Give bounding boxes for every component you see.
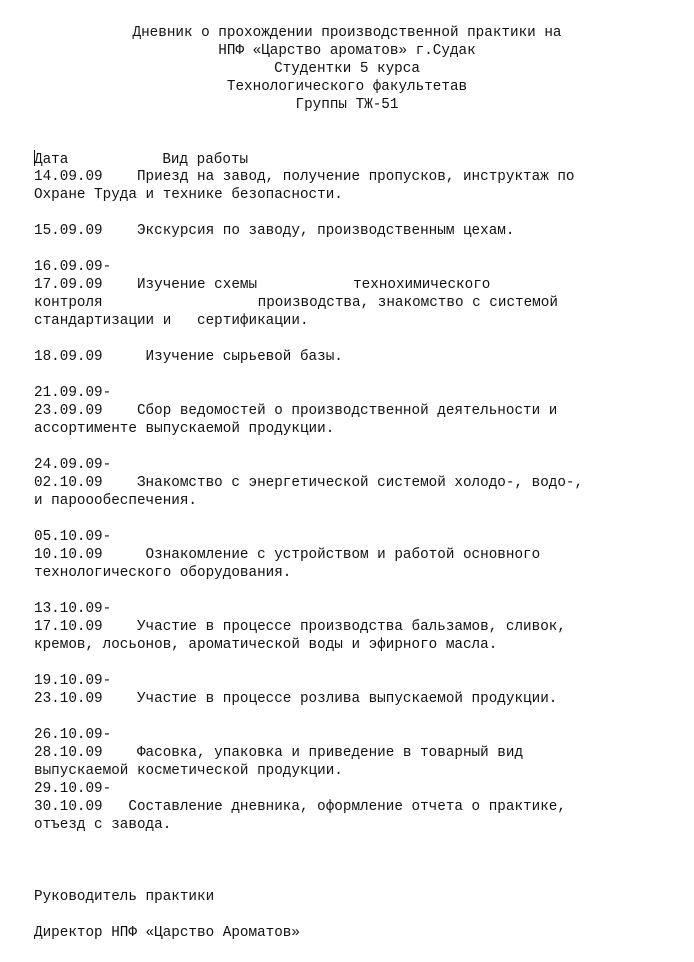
column-work: Вид работы — [162, 152, 249, 168]
entry-line: кремов, лосьонов, ароматической воды и эфирного масла. — [34, 637, 498, 653]
entry-line: 19.10.09- — [34, 673, 112, 689]
entry-line: 21.09.09- — [34, 385, 112, 401]
entry-line: 26.10.09- — [34, 727, 112, 743]
entry-line: 23.10.09 Участие в процессе розлива выпускаемой продукции. — [34, 691, 558, 707]
document-title-line-4: Технологического факультетав — [226, 79, 468, 95]
entry-line: Охране Труда и технике безопасности. — [34, 187, 343, 203]
director-signature-line: Директор НПФ «Царство Ароматов» — [34, 925, 300, 941]
entry-line: выпускаемой косметической продукции. — [34, 763, 343, 779]
entry-segment: контроля — [34, 295, 103, 311]
entry-line: стандартизации и сертификации. — [34, 313, 309, 329]
entry-line: 15.09.09 Экскурсия по заводу, производственным цехам. — [34, 223, 515, 239]
table-header — [34, 150, 248, 168]
entry-line: ассортименте выпускаемой продукции. — [34, 421, 335, 437]
entry-line: технологического оборудования. — [34, 565, 292, 581]
entry-segment: 17.09.09 Изучение схемы — [34, 277, 258, 293]
document-title-line-5: Группы ТЖ-51 — [295, 97, 399, 113]
entry-line: 30.10.09 Составление дневника, оформление отчета о практике, — [34, 799, 566, 815]
entry-line: 16.09.09- — [34, 259, 112, 275]
entry-line: 05.10.09- — [34, 529, 112, 545]
entry-line: 24.09.09- — [34, 457, 112, 473]
entry-line — [34, 276, 490, 294]
document-title-line-2: НПФ «Царство ароматов» г.Судак — [218, 43, 476, 59]
entry-line: 18.09.09 Изучение сырьевой базы. — [34, 349, 343, 365]
entry-line: 10.10.09 Ознакомление с устройством и работой основного — [34, 547, 541, 563]
entry-line: 29.10.09- — [34, 781, 112, 797]
entry-line — [34, 294, 558, 312]
entry-line: 14.09.09 Приезд на завод, получение пропусков, инструктаж по — [34, 169, 575, 185]
entry-segment: производства, знакомство с системой — [257, 295, 558, 311]
entry-line: 13.10.09- — [34, 601, 112, 617]
entry-line: 28.10.09 Фасовка, упаковка и приведение в товарный вид — [34, 745, 524, 761]
entry-line: 02.10.09 Знакомство с энергетической системой холодо-, водо-, — [34, 475, 584, 491]
entry-line: 23.09.09 Сбор ведомостей о производственной деятельности и — [34, 403, 558, 419]
document-title-line-1: Дневник о прохождении производственной практики на — [132, 25, 562, 41]
entry-line: и пароообеспечения. — [34, 493, 198, 509]
supervisor-signature-line: Руководитель практики — [34, 889, 215, 905]
entry-line: отъезд с завода. — [34, 817, 172, 833]
column-date: Дата — [34, 152, 69, 168]
document-title-line-3: Студентки 5 курса — [274, 61, 420, 77]
entry-line: 17.10.09 Участие в процессе производства бальзамов, сливок, — [34, 619, 566, 635]
entry-segment: технохимического — [353, 277, 491, 293]
